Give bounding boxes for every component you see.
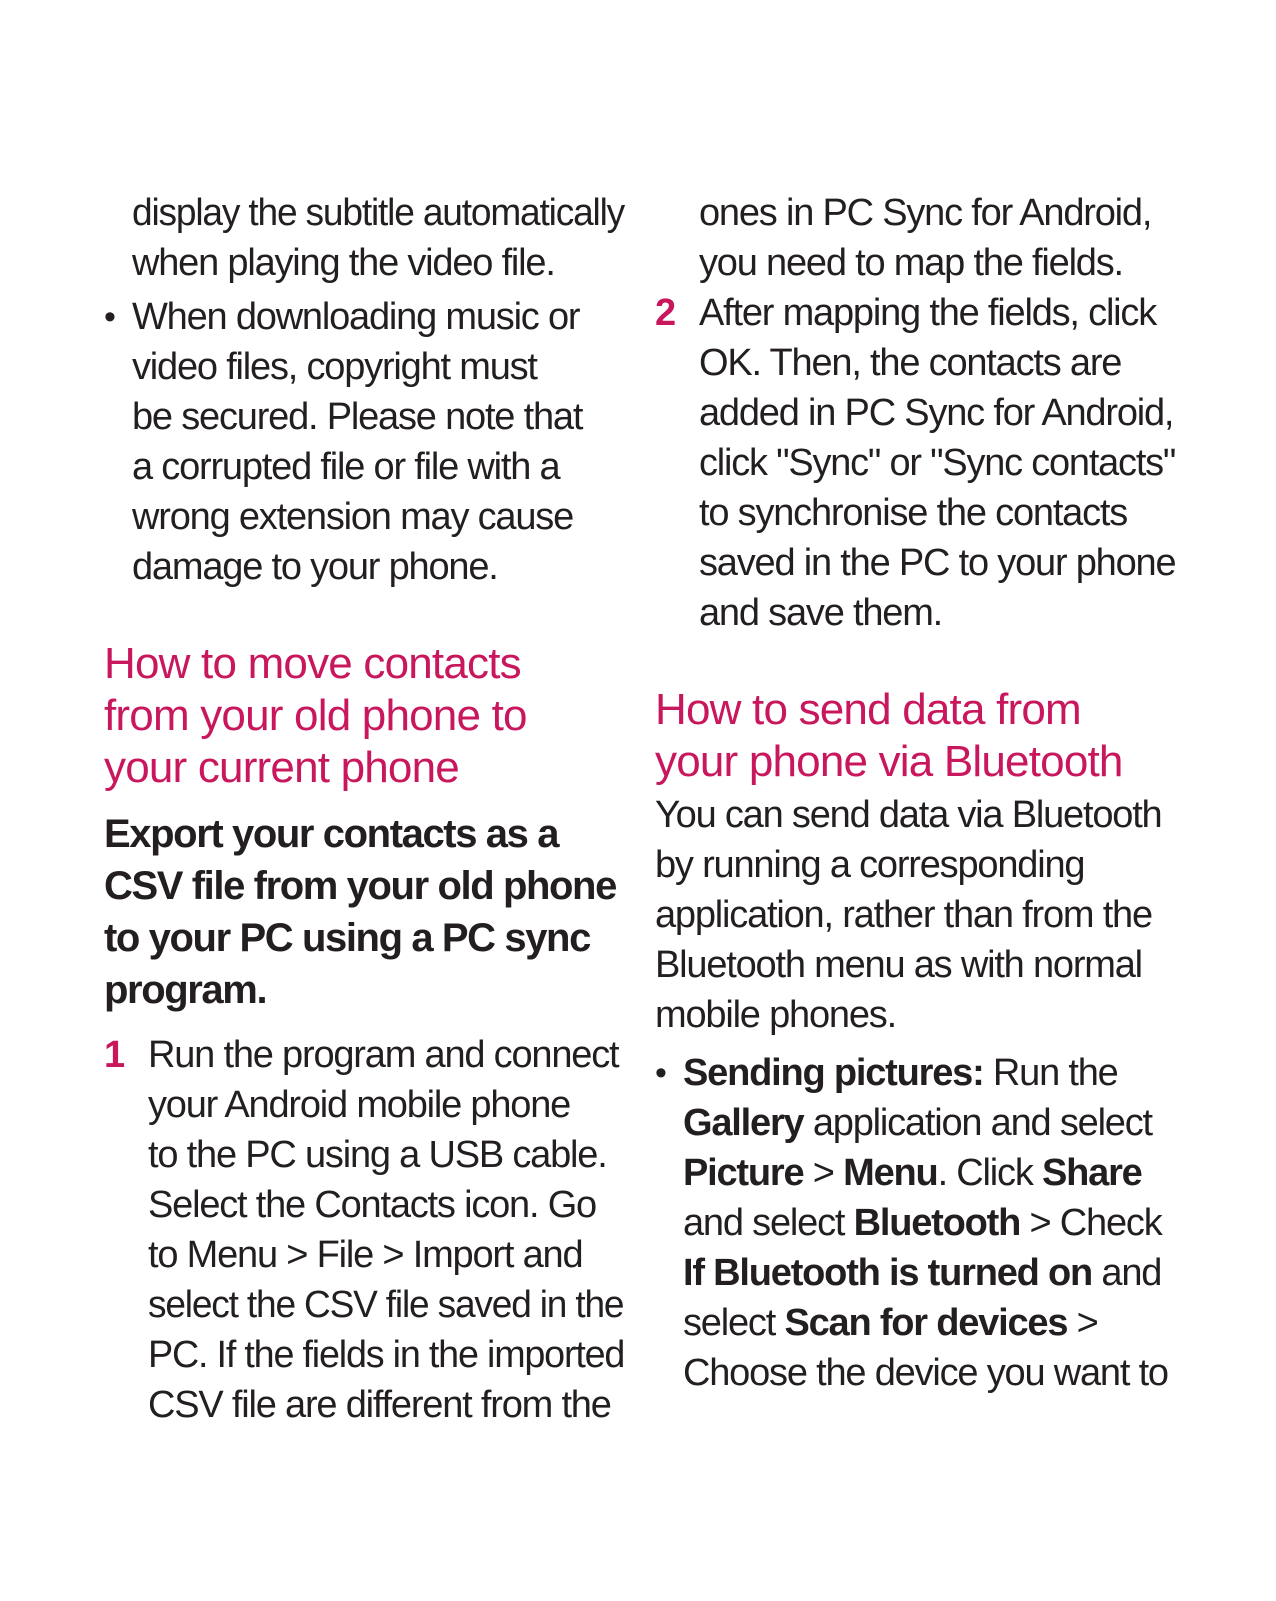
text-line: Run the program and connect [148, 1034, 619, 1076]
right-column [655, 188, 1175, 1398]
text-line [683, 1148, 1175, 1198]
text-line: mobile phones. [655, 994, 896, 1036]
section-heading-move-contacts [104, 638, 624, 794]
text-line: and save them. [699, 592, 943, 634]
heading-line: How to send data from [655, 685, 1081, 734]
text-run: > Check [1020, 1202, 1162, 1244]
step-1 [104, 1030, 624, 1430]
text-line: wrong extension may cause [132, 496, 574, 538]
text-line: you need to map the fields. [699, 242, 1123, 284]
bullet-marker: • [104, 298, 115, 336]
step1-continuation [655, 188, 1175, 288]
bold-term: Picture [683, 1152, 804, 1194]
heading-line: to your PC using a PC sync [104, 916, 590, 960]
text-run: select [683, 1302, 785, 1344]
text-line: to the PC using a USB cable. [148, 1134, 607, 1176]
text-line: when playing the video file. [132, 242, 555, 284]
heading-line: Export your contacts as a [104, 812, 559, 856]
text-line: added in PC Sync for Android, [699, 392, 1174, 434]
text-run: and [1092, 1252, 1162, 1294]
bullet-marker: • [655, 1054, 666, 1092]
text-run: and select [683, 1202, 854, 1244]
text-line: to synchronise the contacts [699, 492, 1128, 534]
text-line [683, 1198, 1175, 1248]
heading-line: CSV file from your old phone [104, 864, 616, 908]
text-run: . Click [937, 1152, 1042, 1194]
text-line: OK. Then, the contacts are [699, 342, 1122, 384]
text-line: click "Sync" or "Sync contacts" [699, 442, 1176, 484]
text-run: > [803, 1152, 844, 1194]
text-line: by running a corresponding [655, 844, 1085, 886]
text-line: display the subtitle automatically [132, 192, 625, 234]
text-line: video files, copyright must [132, 346, 537, 388]
text-line: After mapping the fields, click [699, 292, 1157, 334]
text-line: saved in the PC to your phone [699, 542, 1176, 584]
text-line: select the CSV file saved in the [148, 1284, 624, 1326]
bold-term: Share [1041, 1152, 1142, 1194]
bold-term: Scan for devices [784, 1302, 1068, 1344]
heading-line: program. [104, 968, 267, 1012]
bullet-copyright [104, 292, 624, 592]
text-line: application, rather than from the [655, 894, 1152, 936]
text-line: Bluetooth menu as with normal [655, 944, 1142, 986]
text-line: to Menu > File > Import and [148, 1234, 583, 1276]
text-run: application and select [803, 1102, 1152, 1144]
text-run: Run the [983, 1052, 1118, 1094]
heading-line: your current phone [104, 743, 459, 792]
text-line: PC. If the fields in the imported [148, 1334, 625, 1376]
text-line: Choose the device you want to [683, 1352, 1168, 1394]
text-line: You can send data via Bluetooth [655, 794, 1162, 836]
text-line: When downloading music or [132, 296, 580, 338]
bold-term: Menu [843, 1152, 938, 1194]
text-line [683, 1048, 1175, 1098]
bold-term: Bluetooth [853, 1202, 1021, 1244]
heading-line: How to move contacts [104, 639, 521, 688]
step-number: 1 [104, 1034, 124, 1076]
subtitle-continuation [104, 188, 624, 288]
left-column [104, 188, 624, 1430]
text-line: a corrupted file or file with a [132, 446, 560, 488]
sub-heading-export-contacts [104, 808, 624, 1016]
text-line [683, 1248, 1175, 1298]
bullet-sending-pictures [655, 1048, 1175, 1398]
text-line [683, 1098, 1175, 1148]
bold-term: Sending pictures: [683, 1052, 984, 1094]
text-line: your Android mobile phone [148, 1084, 571, 1126]
step-number: 2 [655, 292, 675, 334]
heading-line: from your old phone to [104, 691, 527, 740]
heading-line: your phone via Bluetooth [655, 737, 1123, 786]
text-line: ones in PC Sync for Android, [699, 192, 1152, 234]
text-run: > [1067, 1302, 1098, 1344]
step-2 [655, 288, 1175, 638]
bluetooth-intro [655, 790, 1175, 1040]
text-line: CSV file are different from the [148, 1384, 611, 1426]
text-line: be secured. Please note that [132, 396, 583, 438]
text-line: damage to your phone. [132, 546, 498, 588]
bold-term: Gallery [683, 1102, 804, 1144]
section-heading-bluetooth [655, 684, 1175, 788]
bold-term: If Bluetooth is turned on [683, 1252, 1093, 1294]
text-line: Select the Contacts icon. Go [148, 1184, 596, 1226]
text-line [683, 1298, 1175, 1348]
